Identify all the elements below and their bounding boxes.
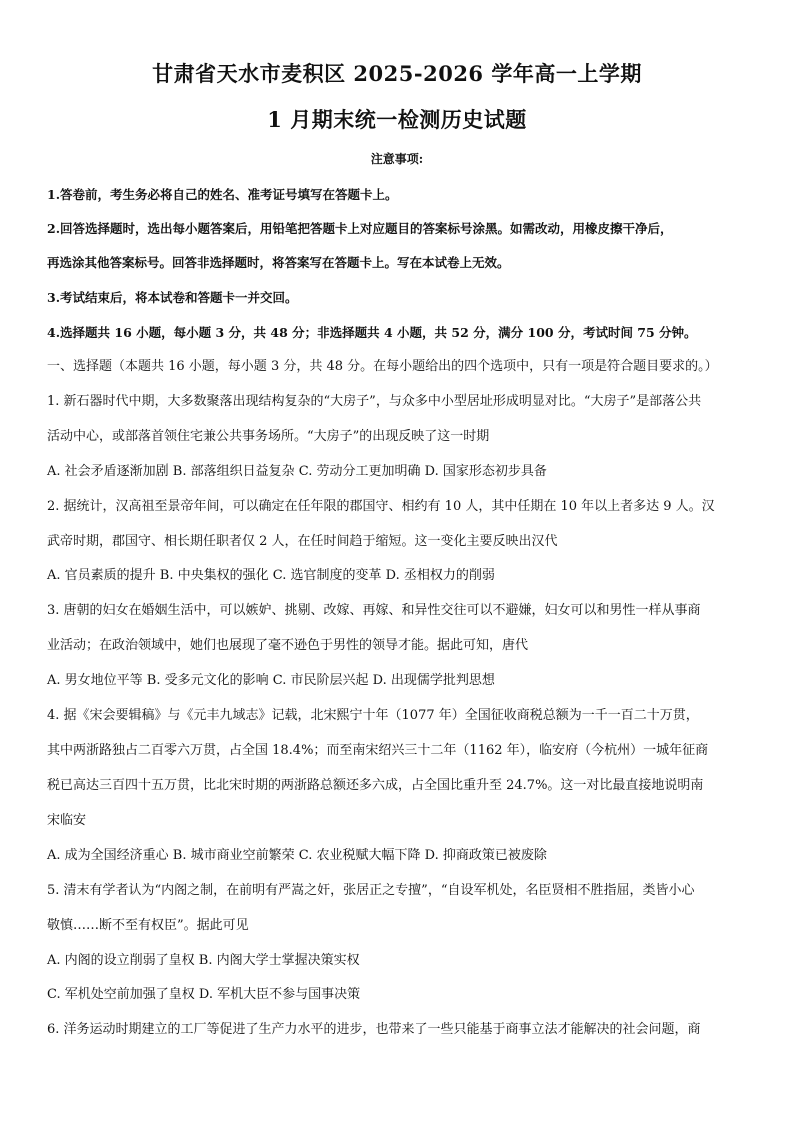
question-4-text-a: 4. 据《宋会要辑稿》与《元丰九域志》记载，北宋熙宁十年（1077 年）全国征收商税总额为一千一百二十万贯，: [47, 708, 699, 723]
question-5-text-a: 5. 清末有学者认为“内阁之制，在前明有严嵩之奸，张居正之专擅”，“自设军机处，名臣贤相不胜指屈，类皆小心: [47, 883, 695, 898]
section-heading: 一、选择题（本题共 16 小题，每小题 3 分，共 48 分。在每小题给出的四个选项中，只有一项是符合题目要求的。）: [47, 359, 718, 374]
exam-title-line2: 1 月期末统一检测历史试题: [267, 107, 527, 132]
question-3-text-b: 业活动；在政治领域中，她们也展现了毫不逊色于男性的领导才能。据此可知，唐代: [47, 638, 529, 653]
question-3-options: A. 男女地位平等 B. 受多元文化的影响 C. 市民阶层兴起 D. 出现儒学批判思想: [47, 673, 495, 688]
exam-title-line1: 甘肃省天水市麦积区 2025-2026 学年高一上学期: [152, 61, 642, 86]
notice-heading: 注意事项:: [370, 152, 424, 166]
notice-item-1: 1.答卷前，考生务必将自己的姓名、准考证号填写在答题卡上。: [47, 187, 398, 202]
question-2-text-b: 武帝时期，郡国守、相长期任职者仅 2 人，在任时间趋于缩短。这一变化主要反映出汉代: [47, 534, 558, 549]
question-2-options: A. 官员素质的提升 B. 中央集权的强化 C. 选官制度的变革 D. 丞相权力的削弱: [47, 568, 495, 583]
notice-item-4: 4.选择题共 16 小题，每小题 3 分，共 48 分；非选择题共 4 小题，共 52 分，满分 100 分，考试时间 75 分钟。: [47, 325, 697, 340]
question-1-text-b: 活动中心，或部落首领住宅兼公共事务场所。“大房子”的出现反映了这一时期: [47, 429, 490, 444]
question-5-options-1: A. 内阁的设立削弱了皇权 B. 内阁大学士掌握决策实权: [47, 953, 360, 968]
question-1-options: A. 社会矛盾逐渐加剧 B. 部落组织日益复杂 C. 劳动分工更加明确 D. 国家形态初步具备: [47, 464, 547, 479]
question-5-options-2: C. 军机处空前加强了皇权 D. 军机大臣不参与国事决策: [47, 987, 361, 1002]
question-2-text-a: 2. 据统计，汉高祖至景帝年间，可以确定在任年限的郡国守、相约有 10 人，其中任期在 10 年以上者多达 9 人。汉: [47, 499, 715, 514]
question-6-text-a: 6. 洋务运动时期建立的工厂等促进了生产力水平的进步，也带来了一些只能基于商事立法才能解决的社会问题，商: [47, 1022, 701, 1037]
question-3-text-a: 3. 唐朝的妇女在婚姻生活中，可以嫉妒、挑剔、改嫁、再嫁、和异性交往可以不避嫌，妇女可以和男性一样从事商: [47, 603, 701, 618]
question-4-text-b: 其中两浙路独占二百零六万贯，占全国 18.4%；而至南宋绍兴三十二年（1162 年），临安府（今杭州）一城年征商: [47, 743, 709, 758]
notice-item-2a: 2.回答选择题时，选出每小题答案后，用铅笔把答题卡上对应题目的答案标号涂黑。如需改动，用橡皮擦干净后，: [47, 221, 673, 236]
question-4-text-c: 税已高达三百四十五万贯，比北宋时期的两浙路总额还多六成，占全国比重升至 24.7%。这一对比最直接地说明南: [47, 778, 704, 793]
notice-item-2b: 再选涂其他答案标号。回答非选择题时，将答案写在答题卡上。写在本试卷上无效。: [47, 255, 510, 270]
question-4-options: A. 成为全国经济重心 B. 城市商业空前繁荣 C. 农业税赋大幅下降 D. 抑商政策已被废除: [47, 848, 547, 863]
question-5-text-b: 敬慎……断不至有权臣”。据此可见: [47, 918, 249, 933]
question-1-text-a: 1. 新石器时代中期，大多数聚落出现结构复杂的“大房子”，与众多中小型居址形成明显对比。“大房子”是部落公共: [47, 394, 702, 409]
question-4-text-d: 宋临安: [47, 813, 87, 828]
notice-item-3: 3.考试结束后，将本试卷和答题卡一并交回。: [47, 290, 298, 305]
